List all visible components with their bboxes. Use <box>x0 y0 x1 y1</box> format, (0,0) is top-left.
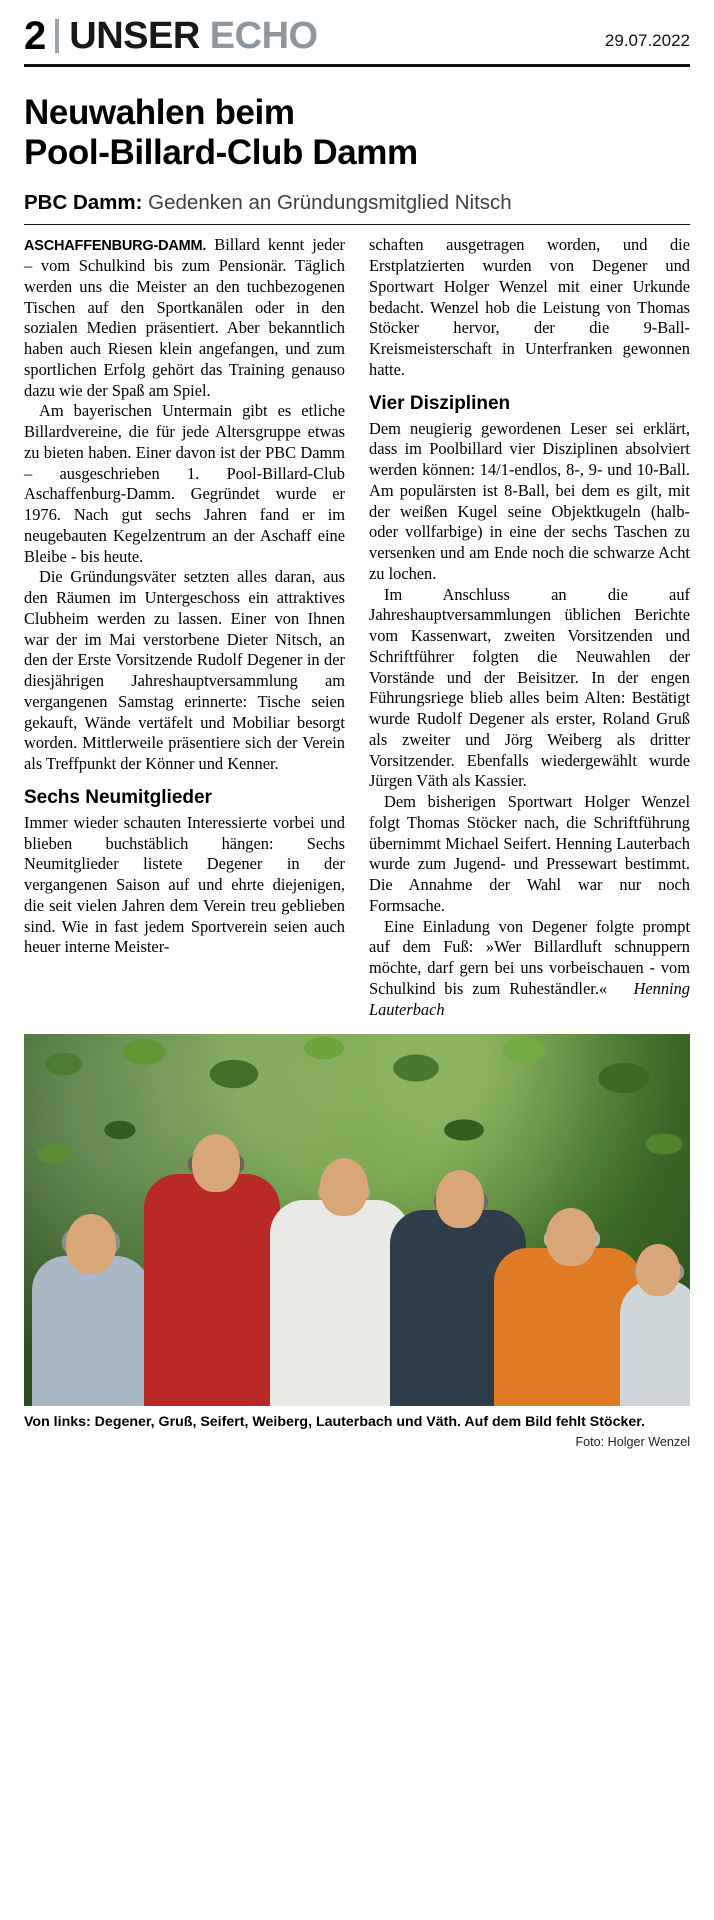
photo-person-body <box>270 1200 410 1406</box>
photo-person-2 <box>144 1118 280 1406</box>
crosshead-sechs-neumitglieder: Sechs Neumitglieder <box>24 786 212 808</box>
masthead-brand <box>24 16 318 56</box>
paragraph: Dem neugierig gewordenen Leser sei erklärt, dass im Poolbillard vier Disziplinen absolviert werden können: 14/1-endlos, 8-, 9- und 10-Ball. Am populärsten ist 8-Ball, bei dem es gilt, mit der weißen Kugel seine Objektkugeln (halb- oder vollfarbige) in eine der sechs Taschen zu versenken und am Ende noch die schwarze Acht zu lochen. <box>369 418 690 583</box>
brand-word-unser: UNSER <box>69 15 200 57</box>
article-headline <box>24 93 690 173</box>
subhead-rule <box>24 224 690 225</box>
paragraph <box>24 235 345 401</box>
photo-person-body <box>32 1256 150 1406</box>
brand-word-echo: ECHO <box>209 15 318 57</box>
masthead <box>24 0 690 56</box>
paragraph: Immer wieder schauten Interessierte vorbei und blieben buchstäblich hängen: Sechs Neumitglieder listete Degener in der vergangenen Saison auf und ehrte diejenigen, die seit vielen Jahren dem Verein treu geblieben sind. Wie in fast jedem Sportverein seien auch heuer interne Meister- <box>24 812 345 957</box>
article-body <box>24 235 690 1020</box>
paragraph-text: Eine Einladung von Degener folgte prompt auf dem Fuß: »Wer Billardluft schnuppern möchte, darf gern bei uns vorbeischauen - vom Schulkind bis zum Ruheständler.« <box>369 916 690 998</box>
column-left <box>24 235 345 1020</box>
column-right <box>369 235 690 1020</box>
photo-caption-bar <box>24 1406 690 1449</box>
dateline: ASCHAFFENBURG-DAMM. <box>24 238 207 255</box>
photo-person-1 <box>32 1210 150 1406</box>
crosshead-vier-disziplinen: Vier Disziplinen <box>369 392 511 414</box>
headline-line-1: Neuwahlen beim <box>24 93 295 132</box>
page-number: 2 <box>24 14 46 58</box>
photo-person-head <box>320 1158 368 1216</box>
paragraph: Dem bisherigen Sportwart Holger Wenzel folgt Thomas Stöcker nach, die Schriftführung übernimmt Michael Seifert. Henning Lauterbach wurde zum Jugend- und Pressewart bestimmt. Die Annahme der Wahl war nur noch Formsache. <box>369 792 690 915</box>
article-author: Henning Lauterbach <box>369 978 690 1019</box>
subhead-lead: PBC Damm: <box>24 190 143 214</box>
paragraph <box>369 917 690 1021</box>
photo-person-head <box>66 1214 116 1274</box>
issue-date: 29.07.2022 <box>604 31 690 50</box>
article-subhead <box>24 191 690 216</box>
masthead-bottom-rule <box>24 64 690 67</box>
photo-person-6 <box>620 1238 690 1406</box>
paragraph: Die Gründungsväter setzten alles daran, aus den Räumen im Untergeschoss ein attraktives Clubheim werden zu lassen. Einer von Ihnen war der im Mai verstorbene Dieter Nitsch, an den der Erste Vorsitzende Rudolf Degener in der diesjährigen Jahreshauptversammlung am vergangenen Samstag erinnerte: Tische seien gekauft, Wände vertäfelt und Mobiliar besorgt worden. Mittlerweile präsentiere sich der Verein als Treffpunkt der Könner und Kenner. <box>24 567 345 774</box>
photo-person-head <box>436 1170 484 1228</box>
photo-person-head <box>546 1208 596 1266</box>
paragraph: Am bayerischen Untermain gibt es etliche Billardvereine, die für jede Altersgruppe etwas zu bieten haben. Einer davon ist der PBC Damm – ausgeschrieben 1. Pool-Billard-Club Aschaffenburg-Damm. Gegründet wurde er 1976. Nach gut sechs Jahren fand er im neugebauten Kegelzentrum an der Aschaff eine Bleibe - bis heute. <box>24 401 345 566</box>
paragraph: schaften ausgetragen worden, und die Erstplatzierten wurden von Degener und Sportwart Holger Wenzel mit einer Urkunde bedacht. Wenzel hob die Leistung von Thomas Stöcker hervor, der die 9-Ball-Kreismeisterschaft in Unterfranken gewonnen hatte. <box>369 235 690 379</box>
photo-credit: Foto: Holger Wenzel <box>575 1434 690 1449</box>
photo-caption: Von links: Degener, Gruß, Seifert, Weiberg, Lauterbach und Väth. Auf dem Bild fehlt Stöcker. <box>24 1414 645 1431</box>
photo-person-head <box>636 1244 680 1296</box>
article-photo <box>24 1034 690 1406</box>
masthead-divider-rule <box>55 19 59 53</box>
photo-person-3 <box>270 1144 410 1406</box>
subhead-rest: Gedenken an Gründungsmitglied Nitsch <box>148 190 512 214</box>
photo-person-body <box>144 1174 280 1406</box>
headline-line-2: Pool-Billard-Club Damm <box>24 132 418 172</box>
photo-person-body <box>620 1280 690 1406</box>
photo-person-head <box>192 1134 240 1192</box>
paragraph: Im Anschluss an die auf Jahreshauptversammlungen üblichen Berichte vom Kassenwart, zweiten Vorsitzenden und Schriftführer folgten die Neuwahlen der Vorstände und der Beisitzer. In der engen Führungsriege blieb alles beim Alten: Bestätigt wurde Rudolf Degener als erster, Roland Gruß als zweiter und Jörg Weiberg als dritter Vorsitzender. Ebenfalls wiedergewählt wurde Jürgen Väth als Kassier. <box>369 584 690 791</box>
paragraph-text: Billard kennt jeder – vom Schulkind bis zum Pensionär. Täglich werden uns die Meister an den tuchbezogenen Tischen auf den Sportkanälen oder in den sozialen Medien präsentiert. Aber bekanntlich haben auch Riesen klein angefangen, und zum sportlichen Erfolg gehört das Training genauso dazu wie der Spaß am Spiel. <box>24 235 345 400</box>
